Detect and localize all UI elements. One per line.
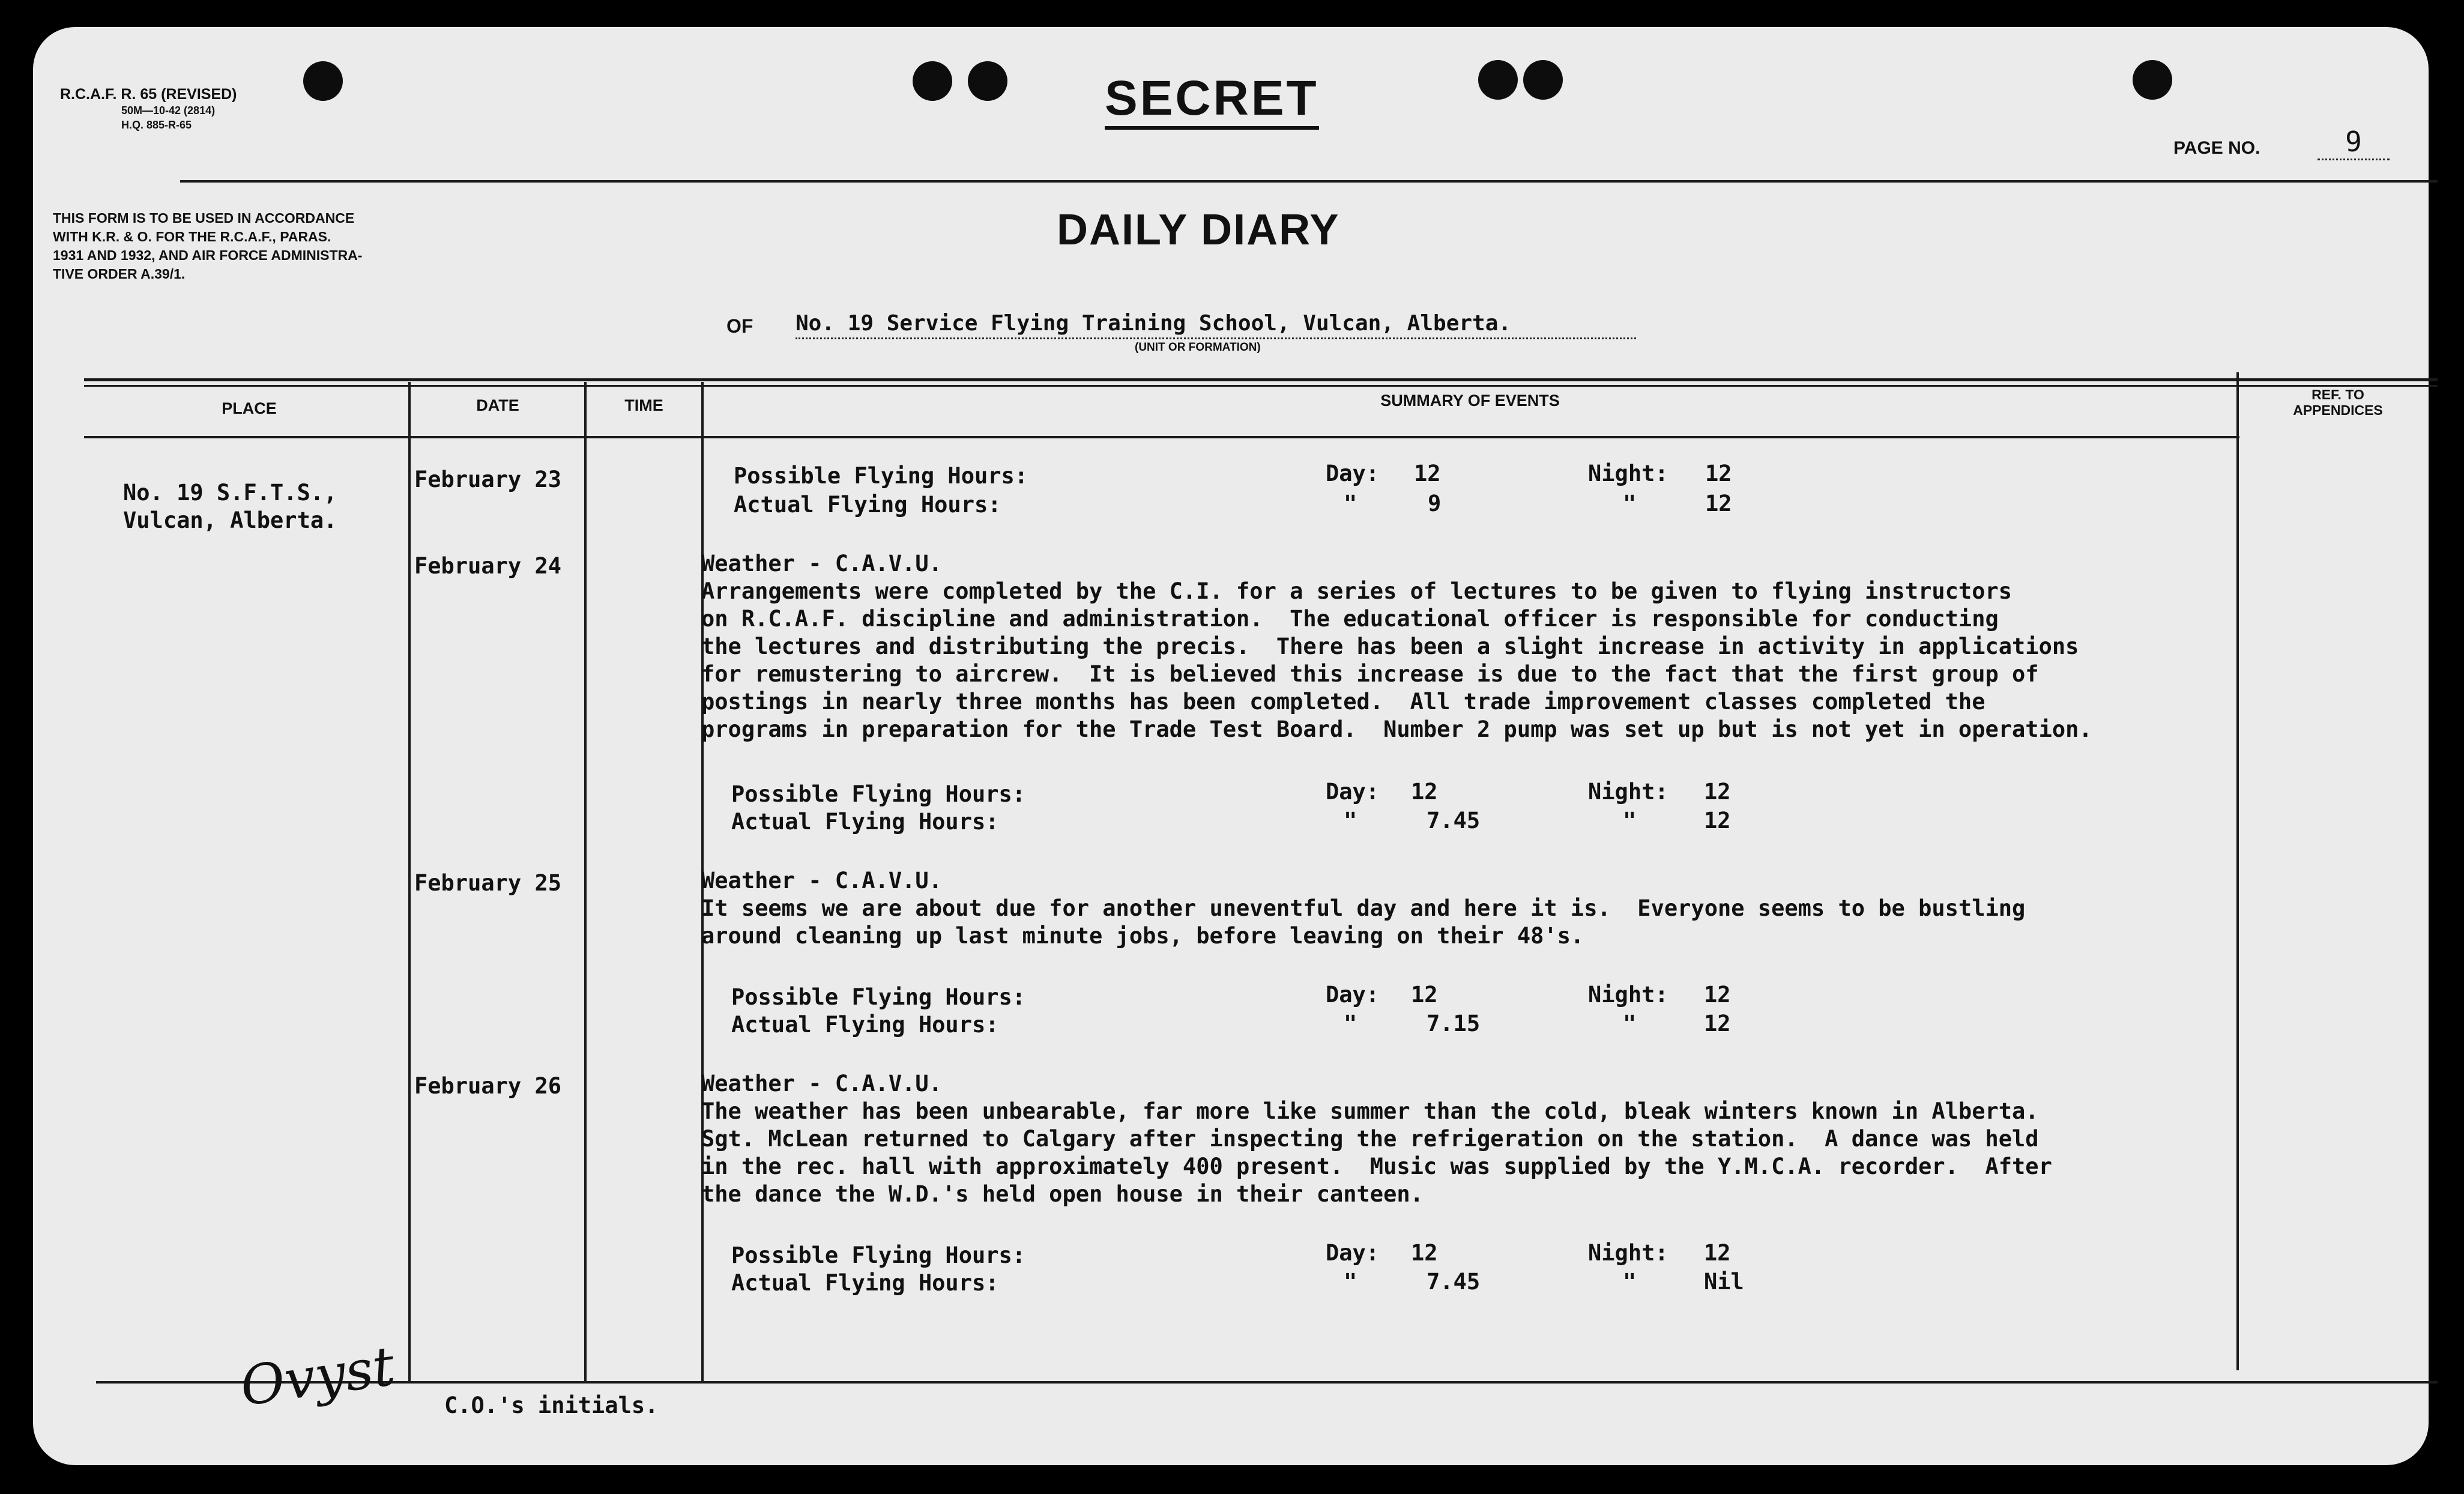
column-divider xyxy=(584,382,587,1382)
ditto-mark: " xyxy=(1623,1011,1637,1036)
punch-hole xyxy=(1478,60,1518,100)
actual-day: 7.45 xyxy=(1427,1269,1481,1295)
possible-night: 12 xyxy=(1704,779,1731,805)
page-label: PAGE NO. xyxy=(2173,138,2260,158)
table-top-rule-inner xyxy=(84,385,2438,387)
unit-caption: (UNIT OR FORMATION) xyxy=(1135,341,1261,354)
possible-day: 12 xyxy=(1411,779,1438,805)
ditto-mark: " xyxy=(1623,1269,1637,1295)
actual-night: Nil xyxy=(1704,1269,1744,1295)
punch-hole xyxy=(968,61,1007,101)
actual-day: 9 xyxy=(1428,491,1442,516)
column-header-ref: REF. TO APPENDICES xyxy=(2293,387,2383,418)
place-line-1: No. 19 S.F.T.S., xyxy=(123,480,337,506)
actual-day: 7.45 xyxy=(1427,808,1481,833)
possible-day: 12 xyxy=(1411,1240,1438,1266)
day-label: Day: xyxy=(1326,1240,1380,1266)
possible-night: 12 xyxy=(1705,461,1732,486)
date-feb-23: February 23 xyxy=(414,467,562,492)
punch-hole xyxy=(303,61,343,101)
date-feb-25: February 25 xyxy=(414,870,562,896)
ditto-mark: " xyxy=(1623,808,1637,833)
day-label: Day: xyxy=(1326,779,1380,805)
co-initials-label: C.O.'s initials. xyxy=(444,1393,659,1418)
actual-day: 7.15 xyxy=(1427,1011,1481,1036)
ditto-mark: " xyxy=(1344,1269,1357,1295)
date-feb-24: February 24 xyxy=(414,553,562,579)
possible-hours-label: Possible Flying Hours: xyxy=(731,1242,1026,1268)
form-title: DAILY DIARY xyxy=(1057,206,1340,254)
night-label: Night: xyxy=(1588,461,1668,486)
ditto-mark: " xyxy=(1344,1011,1357,1036)
hq-reference: H.Q. 885-R-65 xyxy=(121,119,192,131)
header-rule xyxy=(180,180,2438,183)
classification-stamp: SECRET xyxy=(1105,71,1319,130)
ditto-mark: " xyxy=(1344,808,1357,833)
column-header-date: DATE xyxy=(476,396,519,414)
unit-name: No. 19 Service Flying Training School, Vulcan, Alberta. xyxy=(796,310,1636,339)
actual-hours-label: Actual Flying Hours: xyxy=(731,1270,999,1296)
night-label: Night: xyxy=(1588,982,1668,1008)
form-reference xyxy=(60,85,237,132)
possible-day: 12 xyxy=(1414,461,1441,486)
column-header-summary: SUMMARY OF EVENTS xyxy=(1380,392,1560,410)
possible-night: 12 xyxy=(1704,982,1731,1008)
column-divider xyxy=(408,382,411,1382)
weather-feb-24: Weather - C.A.V.U. xyxy=(701,551,942,576)
summary-line: programs in preparation for the Trade Test Board. Number 2 pump was set up but is not yet in operation. xyxy=(701,716,2092,742)
possible-hours-label: Possible Flying Hours: xyxy=(731,984,1026,1010)
punch-hole xyxy=(2133,60,2172,100)
actual-hours-label: Actual Flying Hours: xyxy=(734,492,1001,518)
actual-night: 12 xyxy=(1704,808,1731,833)
co-signature: Ovyst xyxy=(236,1334,399,1419)
actual-hours-label: Actual Flying Hours: xyxy=(731,1012,999,1038)
place-line-2: Vulcan, Alberta. xyxy=(123,507,337,533)
summary-line: postings in nearly three months has been completed. All trade improvement classes completed the xyxy=(701,689,1985,715)
night-label: Night: xyxy=(1588,779,1668,805)
possible-hours-label: Possible Flying Hours: xyxy=(731,781,1026,807)
of-label: OF xyxy=(726,315,753,337)
ditto-mark: " xyxy=(1623,491,1637,516)
day-label: Day: xyxy=(1326,982,1380,1008)
form-code: R.C.A.F. R. 65 (REVISED) xyxy=(60,86,237,103)
weather-feb-26: Weather - C.A.V.U. xyxy=(701,1071,942,1096)
column-header-time: TIME xyxy=(624,396,663,414)
night-label: Night: xyxy=(1588,1240,1668,1266)
page-number: 9 xyxy=(2318,125,2390,160)
summary-line: The weather has been unbearable, far more like summer than the cold, bleak winters known in Alberta. xyxy=(701,1098,2039,1124)
summary-line: the lectures and distributing the precis. There has been a slight increase in activity in applications xyxy=(701,634,2079,659)
summary-line: Arrangements were completed by the C.I. for a series of lectures to be given to flying instructors xyxy=(701,578,2013,604)
column-divider xyxy=(2236,372,2239,1370)
actual-night: 12 xyxy=(1704,1011,1731,1036)
punch-hole xyxy=(913,61,952,101)
summary-line: around cleaning up last minute jobs, before leaving on their 48's. xyxy=(701,923,1584,949)
possible-hours-label: Possible Flying Hours: xyxy=(734,463,1028,489)
column-header-rule xyxy=(84,436,2239,438)
column-header-place: PLACE xyxy=(222,399,277,417)
summary-line: on R.C.A.F. discipline and administration. The educational officer is responsible for conducting xyxy=(701,606,1999,632)
print-reference: 50M—10-42 (2814) xyxy=(121,104,216,116)
summary-line: in the rec. hall with approximately 400 present. Music was supplied by the Y.M.C.A. recorder. After xyxy=(701,1154,2052,1179)
actual-night: 12 xyxy=(1705,491,1732,516)
possible-night: 12 xyxy=(1704,1240,1731,1266)
summary-line: Sgt. McLean returned to Calgary after inspecting the refrigeration on the station. A dance was held xyxy=(701,1126,2039,1152)
summary-line: It seems we are about due for another uneventful day and here it is. Everyone seems to be bustling xyxy=(701,895,2026,921)
date-feb-26: February 26 xyxy=(414,1073,562,1099)
table-top-rule xyxy=(84,378,2438,381)
day-label: Day: xyxy=(1326,461,1380,486)
punch-hole xyxy=(1523,60,1563,100)
table-bottom-rule xyxy=(96,1381,2438,1384)
possible-day: 12 xyxy=(1411,982,1438,1008)
actual-hours-label: Actual Flying Hours: xyxy=(731,809,999,835)
weather-feb-25: Weather - C.A.V.U. xyxy=(701,868,942,894)
ditto-mark: " xyxy=(1344,491,1357,516)
summary-line: the dance the W.D.'s held open house in their canteen. xyxy=(701,1181,1424,1207)
summary-line: for remustering to aircrew. It is believed this increase is due to the fact that the first group of xyxy=(701,661,2039,687)
form-instructions: THIS FORM IS TO BE USED IN ACCORDANCE WITH K.R. & O. FOR THE R.C.A.F., PARAS. 1931 AND 1932, AND AIR FORCE ADMINISTRA- TIVE ORDER A.39/1. xyxy=(53,210,363,282)
